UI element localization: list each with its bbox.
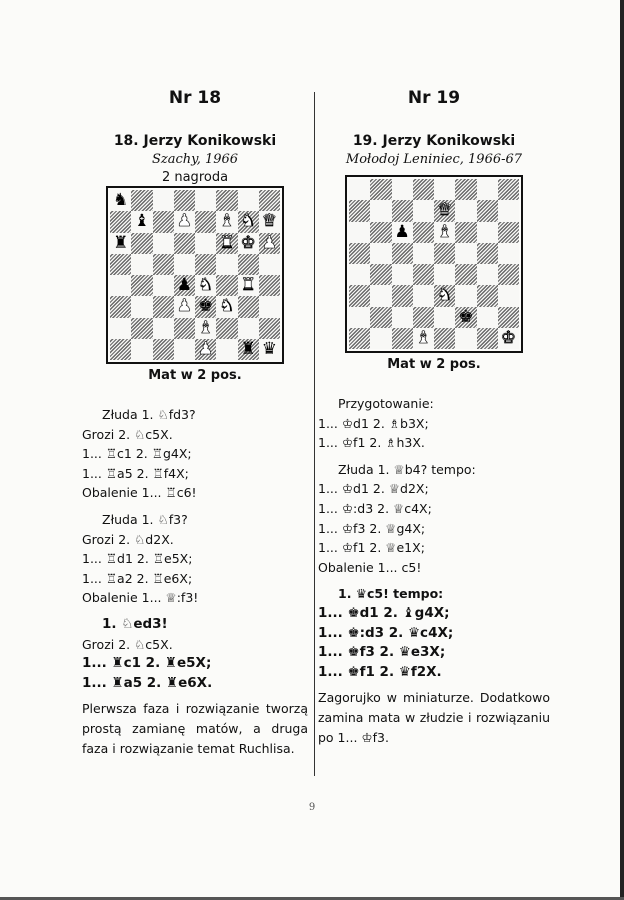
solution-line: 1. ♛c5! tempo:: [338, 586, 444, 602]
board-square: [413, 243, 434, 264]
white-king-icon: ♚: [240, 232, 256, 253]
board-square: [370, 222, 391, 243]
solution-line: 1... ♔d1 2. ♗b3X;: [318, 415, 429, 431]
board-square: [434, 264, 455, 285]
board-square: [392, 264, 413, 285]
board-square: [153, 233, 174, 254]
board-square: [349, 285, 370, 306]
solution-line: 1... ♖d1 2. ♖e5X;: [82, 551, 193, 567]
board-square: [370, 243, 391, 264]
solution-line: Złuda 1. ♕b4? tempo:: [338, 461, 476, 477]
board-square: [195, 318, 216, 339]
commentary: Zagorujko w miniaturze. Dodatkowo zamina mata w złudzie i rozwiązaniu po 1... ♔f3.: [318, 690, 550, 745]
board-square: [455, 222, 476, 243]
white-rook-icon: ♜: [240, 275, 256, 296]
board-square: [477, 264, 498, 285]
board-square: [455, 243, 476, 264]
board-square: [370, 307, 391, 328]
board-square: [259, 254, 280, 275]
problem-author: 19. Jerzy Konikowski: [352, 133, 516, 149]
board-square: [370, 285, 391, 306]
line-gap: [318, 453, 550, 460]
board-square: [131, 211, 152, 232]
board-square: [455, 307, 476, 328]
black-pawn-icon: ♟: [176, 275, 192, 296]
board-square: [153, 254, 174, 275]
black-bishop-icon: ♝: [134, 211, 150, 232]
white-pawn-icon: ♟: [198, 338, 214, 359]
board-square: [216, 190, 237, 211]
board-square: [131, 318, 152, 339]
board-square: [216, 211, 237, 232]
board-square: [370, 179, 391, 200]
column-divider: [314, 92, 315, 776]
white-king-icon: ♚: [500, 327, 516, 348]
black-knight-icon: ♞: [113, 190, 129, 211]
board-square: [413, 307, 434, 328]
board-square: [392, 307, 413, 328]
board-square: [434, 328, 455, 349]
board-square: [174, 296, 195, 317]
board-square: [131, 233, 152, 254]
page-edge-right: [620, 0, 624, 900]
board-square: [455, 285, 476, 306]
board-square: [349, 179, 370, 200]
diagram-caption: Mat w 2 pos.: [148, 368, 242, 383]
board-square: [131, 296, 152, 317]
white-pawn-icon: ♟: [176, 296, 192, 317]
commentary: Plerwsza faza i rozwiązanie tworzą prostą zamianę matów, a druga faza i rozwiązanie temat Ruchlisa.: [82, 701, 308, 756]
black-queen-icon: ♛: [261, 338, 277, 359]
line-gap: [82, 608, 308, 615]
board-square: [238, 211, 259, 232]
white-pawn-icon: ♟: [176, 211, 192, 232]
board-square: [349, 307, 370, 328]
board-square: [238, 275, 259, 296]
board-square: [259, 339, 280, 360]
solution-line: 1... ♔f1 2. ♗h3X.: [318, 435, 425, 451]
board-square: [174, 318, 195, 339]
board-square: [153, 339, 174, 360]
board-square: [216, 275, 237, 296]
board-square: [238, 190, 259, 211]
board-square: [174, 211, 195, 232]
column-right: [318, 88, 550, 747]
board-square: [110, 190, 131, 211]
solution-line: Obalenie 1... ♕:f3!: [82, 590, 199, 606]
board-square: [477, 328, 498, 349]
board-square: [131, 254, 152, 275]
board-square: [131, 275, 152, 296]
board-square: [131, 190, 152, 211]
page-number: 9: [308, 802, 316, 813]
board-square: [477, 307, 498, 328]
solution-line: Obalenie 1... ♖c6!: [82, 485, 197, 501]
board-square: [455, 200, 476, 221]
line-gap: [318, 577, 550, 584]
board-square: [238, 296, 259, 317]
board-square: [110, 275, 131, 296]
solution-line: 1... ♜a5 2. ♜e6X.: [82, 674, 213, 691]
white-queen-icon: ♛: [437, 200, 453, 221]
board-square: [195, 339, 216, 360]
white-queen-icon: ♛: [261, 211, 277, 232]
board-square: [477, 243, 498, 264]
white-bishop-icon: ♝: [198, 317, 214, 338]
board-square: [216, 318, 237, 339]
board-square: [498, 285, 519, 306]
board-square: [174, 190, 195, 211]
column-left: [82, 88, 308, 758]
white-bishop-icon: ♝: [219, 211, 235, 232]
problem-award: 2 nagroda: [161, 170, 229, 185]
board-square: [195, 275, 216, 296]
board-square: [413, 222, 434, 243]
board-square: [498, 200, 519, 221]
board-square: [498, 307, 519, 328]
solution-line: Przygotowanie:: [338, 396, 434, 411]
solution-lines: [82, 405, 308, 693]
solution-line: 1... ♔:d3 2. ♕c4X;: [318, 500, 432, 516]
white-knight-icon: ♞: [198, 275, 214, 296]
solution-line: 1... ♚f1 2. ♛f2X.: [318, 663, 442, 680]
board-square: [259, 318, 280, 339]
board-square: [434, 200, 455, 221]
board-square: [195, 190, 216, 211]
board-square: [455, 264, 476, 285]
chess-board: [349, 179, 519, 349]
board-square: [238, 233, 259, 254]
board-square: [110, 339, 131, 360]
chess-diagram: [106, 186, 284, 364]
solution-line: 1... ♖a5 2. ♖f4X;: [82, 465, 189, 481]
board-square: [216, 254, 237, 275]
board-square: [434, 222, 455, 243]
solution-line: 1... ♚f3 2. ♛e3X;: [318, 644, 446, 661]
problem-number: Nr 18: [168, 88, 222, 108]
white-bishop-icon: ♝: [415, 327, 431, 348]
solution-line: 1... ♖c1 2. ♖g4X;: [82, 446, 192, 462]
board-square: [195, 254, 216, 275]
solution-line: 1... ♔d1 2. ♕d2X;: [318, 481, 429, 497]
white-knight-icon: ♞: [240, 211, 256, 232]
board-square: [477, 222, 498, 243]
board-square: [413, 200, 434, 221]
solution-line: Obalenie 1... c5!: [318, 559, 422, 575]
problem-source: Szachy, 1966: [151, 152, 239, 167]
board-square: [477, 179, 498, 200]
board-square: [455, 179, 476, 200]
solution-line: 1... ♜c1 2. ♜e5X;: [82, 655, 212, 672]
board-square: [195, 233, 216, 254]
board-square: [153, 211, 174, 232]
board-square: [110, 233, 131, 254]
board-square: [498, 222, 519, 243]
black-rook-icon: ♜: [240, 338, 256, 359]
problem-source: Mołodoj Leniniec, 1966-67: [345, 152, 523, 167]
chess-diagram: [345, 175, 523, 353]
board-square: [370, 200, 391, 221]
black-pawn-icon: ♟: [394, 221, 410, 242]
solution-line: 1. ♘ed3!: [102, 615, 168, 632]
board-square: [174, 233, 195, 254]
board-square: [259, 211, 280, 232]
board-square: [238, 318, 259, 339]
solution-line: Złuda 1. ♘fd3?: [102, 407, 196, 422]
board-square: [413, 264, 434, 285]
solution-line: 1... ♔f3 2. ♕g4X;: [318, 520, 426, 536]
board-square: [392, 285, 413, 306]
board-square: [477, 200, 498, 221]
solution-lines: [318, 394, 550, 682]
board-square: [413, 179, 434, 200]
board-square: [434, 243, 455, 264]
board-square: [370, 328, 391, 349]
solution-line: 1... ♖a2 2. ♖e6X;: [82, 570, 193, 586]
chess-board: [110, 190, 280, 360]
board-square: [434, 285, 455, 306]
board-square: [349, 200, 370, 221]
board-square: [477, 285, 498, 306]
board-square: [392, 222, 413, 243]
board-square: [216, 296, 237, 317]
board-square: [259, 233, 280, 254]
board-square: [174, 275, 195, 296]
white-pawn-icon: ♟: [261, 232, 277, 253]
board-square: [195, 296, 216, 317]
board-square: [259, 275, 280, 296]
board-square: [349, 328, 370, 349]
board-square: [131, 339, 152, 360]
board-square: [110, 254, 131, 275]
solution-line: Grozi 2. ♘c5X.: [82, 636, 173, 652]
board-square: [349, 243, 370, 264]
board-square: [110, 318, 131, 339]
board-square: [413, 285, 434, 306]
black-rook-icon: ♜: [113, 232, 129, 253]
board-square: [174, 254, 195, 275]
board-square: [392, 179, 413, 200]
board-square: [498, 179, 519, 200]
board-square: [216, 339, 237, 360]
solution-line: 1... ♚:d3 2. ♛c4X;: [318, 624, 454, 641]
solution-line: 1... ♚d1 2. ♝g4X;: [318, 604, 450, 621]
board-square: [153, 275, 174, 296]
white-knight-icon: ♞: [437, 285, 453, 306]
board-square: [370, 264, 391, 285]
black-king-icon: ♚: [458, 306, 474, 327]
solution-line: Grozi 2. ♘c5X.: [82, 426, 173, 442]
board-square: [498, 264, 519, 285]
white-bishop-icon: ♝: [437, 221, 453, 242]
black-king-icon: ♚: [198, 296, 214, 317]
board-square: [392, 243, 413, 264]
board-square: [259, 190, 280, 211]
board-square: [110, 296, 131, 317]
board-square: [259, 296, 280, 317]
board-square: [349, 222, 370, 243]
problem-number: Nr 19: [407, 88, 461, 108]
board-square: [238, 254, 259, 275]
solution-line: Złuda 1. ♘f3?: [102, 511, 188, 527]
board-square: [195, 211, 216, 232]
line-gap: [82, 503, 308, 510]
board-square: [110, 211, 131, 232]
board-square: [392, 200, 413, 221]
board-square: [392, 328, 413, 349]
white-rook-icon: ♜: [219, 232, 235, 253]
board-square: [153, 318, 174, 339]
board-square: [153, 190, 174, 211]
board-square: [498, 243, 519, 264]
board-square: [498, 328, 519, 349]
solution-line: 1... ♔f1 2. ♕e1X;: [318, 540, 425, 556]
solution-line: Grozi 2. ♘d2X.: [82, 531, 174, 547]
problem-author: 18. Jerzy Konikowski: [113, 133, 277, 149]
board-square: [174, 339, 195, 360]
board-square: [413, 328, 434, 349]
board-square: [434, 307, 455, 328]
board-square: [216, 233, 237, 254]
board-square: [434, 179, 455, 200]
board-square: [153, 296, 174, 317]
board-square: [238, 339, 259, 360]
board-square: [455, 328, 476, 349]
diagram-caption: Mat w 2 pos.: [387, 357, 481, 372]
white-knight-icon: ♞: [219, 296, 235, 317]
board-square: [349, 264, 370, 285]
